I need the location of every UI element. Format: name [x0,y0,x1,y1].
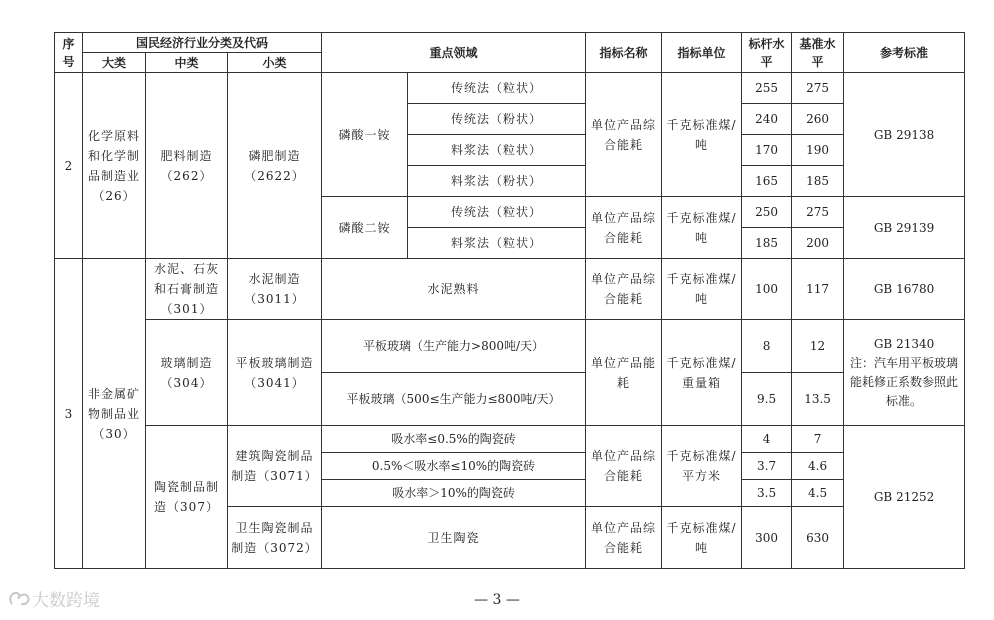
minor-cell: 建筑陶瓷制品制造（3071） [228,426,322,507]
major-cell: 化学原料和化学制品制造业（26） [83,73,146,259]
benchmark-cell: 3.5 [742,480,792,507]
focus-cell: 吸水率＞10%的陶瓷砖 [322,480,586,507]
minor-cell: 水泥制造（3011） [228,259,322,320]
standard-cell [844,320,965,426]
header-indicator: 指标名称 [586,33,662,73]
focus-cell: 水泥熟料 [322,259,586,320]
focus-cell: 平板玻璃（生产能力>800吨/天） [322,320,586,373]
benchmark-cell: 185 [742,228,792,259]
product-cell: 磷酸一铵 [322,73,408,197]
table-row [55,259,965,320]
header-seq: 序号 [55,33,83,73]
header-unit: 指标单位 [662,33,742,73]
baseline-cell: 4.5 [792,480,844,507]
focus-cell: 卫生陶瓷 [322,507,586,569]
middle-cell: 肥料制造（262） [146,73,228,259]
indicator-cell: 单位产品能耗 [586,320,662,426]
header-standard: 参考标准 [844,33,965,73]
header-baseline: 基准水平 [792,33,844,73]
unit-cell: 千克标准煤/重量箱 [662,320,742,426]
benchmark-cell: 240 [742,104,792,135]
energy-benchmark-table [54,32,965,569]
benchmark-cell: 250 [742,197,792,228]
standard-cell: GB 21252 [844,426,965,569]
benchmark-cell: 9.5 [742,373,792,426]
method-cell: 传统法（粉状） [408,104,586,135]
method-cell: 传统法（粒状） [408,197,586,228]
method-cell: 料浆法（粒状） [408,228,586,259]
baseline-cell: 12 [792,320,844,373]
benchmark-cell: 8 [742,320,792,373]
benchmark-cell: 3.7 [742,453,792,480]
method-cell: 料浆法（粒状） [408,135,586,166]
focus-cell: 吸水率≤0.5%的陶瓷砖 [322,426,586,453]
unit-cell: 千克标准煤/吨 [662,73,742,197]
indicator-cell: 单位产品综合能耗 [586,197,662,259]
header-minor: 小类 [228,53,322,73]
method-cell: 料浆法（粉状） [408,166,586,197]
indicator-cell: 单位产品综合能耗 [586,507,662,569]
benchmark-cell: 255 [742,73,792,104]
middle-cell: 水泥、石灰和石膏制造（301） [146,259,228,320]
indicator-cell: 单位产品综合能耗 [586,426,662,507]
table-row [55,320,965,373]
minor-cell: 磷肥制造（2622） [228,73,322,259]
method-cell: 传统法（粒状） [408,73,586,104]
standard-code: GB 21340 [873,337,935,351]
indicator-cell: 单位产品综合能耗 [586,259,662,320]
unit-cell: 千克标准煤/吨 [662,259,742,320]
middle-cell: 陶瓷制品制造（307） [146,426,228,569]
table-row [55,426,965,453]
table-row [55,73,965,104]
baseline-cell: 185 [792,166,844,197]
baseline-cell: 275 [792,197,844,228]
unit-cell: 千克标准煤/吨 [662,507,742,569]
standard-note: 注：汽车用平板玻璃能耗修正系数参照此标准。 [850,356,959,408]
baseline-cell: 630 [792,507,844,569]
benchmark-cell: 170 [742,135,792,166]
baseline-cell: 117 [792,259,844,320]
benchmark-cell: 300 [742,507,792,569]
focus-cell: 0.5%＜吸水率≤10%的陶瓷砖 [322,453,586,480]
baseline-cell: 4.6 [792,453,844,480]
header-major: 大类 [83,53,146,73]
product-cell: 磷酸二铵 [322,197,408,259]
baseline-cell: 13.5 [792,373,844,426]
middle-cell: 玻璃制造（304） [146,320,228,426]
indicator-cell: 单位产品综合能耗 [586,73,662,197]
header-middle: 中类 [146,53,228,73]
standard-cell: GB 29138 [844,73,965,197]
header-industry: 国民经济行业分类及代码 [83,33,322,53]
seq-cell: 3 [55,259,83,569]
header-focus: 重点领域 [322,33,586,73]
minor-cell: 卫生陶瓷制品制造（3072） [228,507,322,569]
unit-cell: 千克标准煤/平方米 [662,426,742,507]
baseline-cell: 190 [792,135,844,166]
unit-cell: 千克标准煤/吨 [662,197,742,259]
baseline-cell: 7 [792,426,844,453]
baseline-cell: 260 [792,104,844,135]
standard-cell: GB 16780 [844,259,965,320]
watermark-text: 大数跨境 [32,591,100,611]
benchmark-cell: 165 [742,166,792,197]
header-benchmark: 标杆水平 [742,33,792,73]
header-row-1 [55,33,965,53]
seq-cell: 2 [55,73,83,259]
baseline-cell: 275 [792,73,844,104]
minor-cell: 平板玻璃制造（3041） [228,320,322,426]
baseline-cell: 200 [792,228,844,259]
page-number: — 3 — [474,592,520,608]
standard-cell: GB 29139 [844,197,965,259]
focus-cell: 平板玻璃（500≤生产能力≤800吨/天） [322,373,586,426]
benchmark-cell: 4 [742,426,792,453]
major-cell: 非金属矿物制品业（30） [83,259,146,569]
benchmark-cell: 100 [742,259,792,320]
